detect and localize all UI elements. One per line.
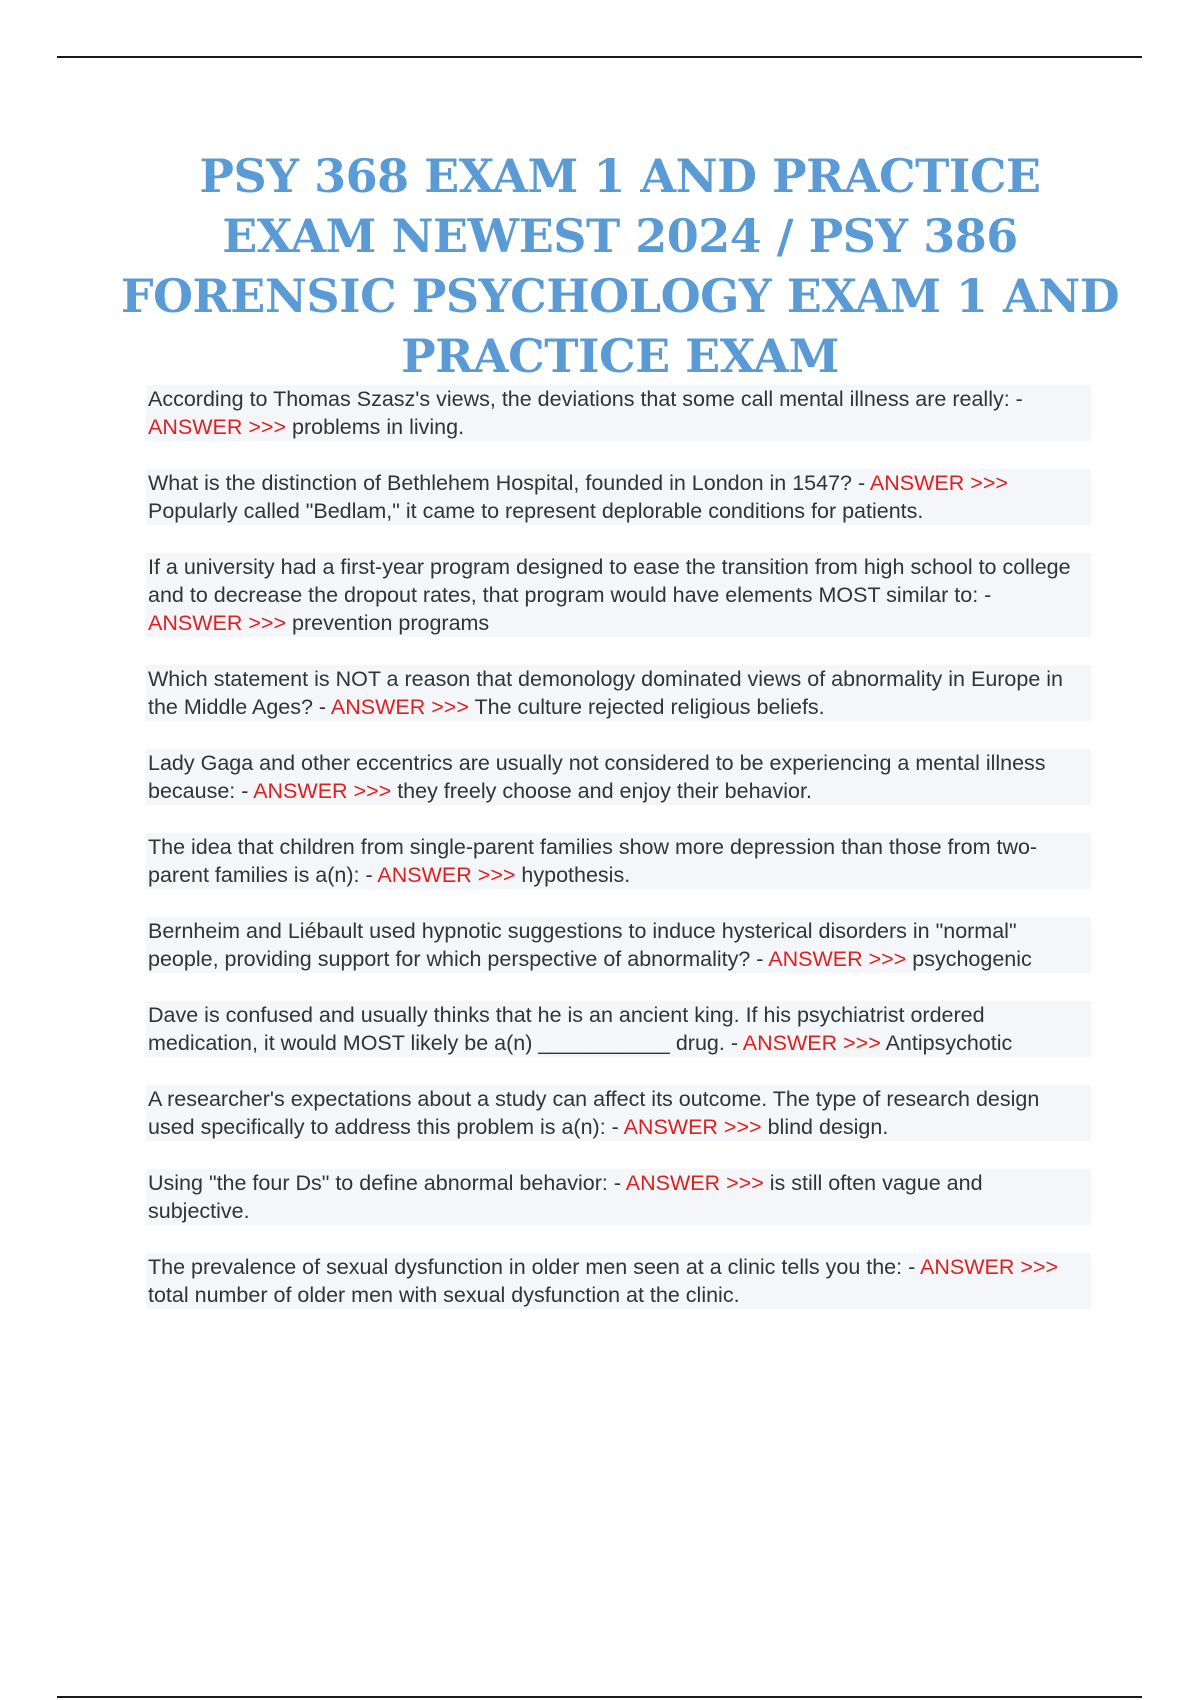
qa-list: [146, 385, 1091, 1337]
question-text: The idea that children from single-parent families show more depression than those from two-parent families is a(n): -: [148, 835, 1038, 887]
question-text: Bernheim and Liébault used hypnotic suggestions to induce hysterical disorders in "normal" people, providing support for which perspective of abnormality? -: [148, 919, 1017, 971]
answer-marker: ANSWER >>>: [920, 1255, 1059, 1279]
answer-text: total number of older men with sexual dysfunction at the clinic.: [148, 1283, 740, 1307]
answer-text: Popularly called "Bedlam," it came to represent deplorable conditions for patients.: [148, 499, 924, 523]
answer-marker: ANSWER >>>: [148, 611, 287, 635]
answer-text: is still often vague and subjective.: [148, 1171, 983, 1223]
answer-marker: ANSWER >>>: [623, 1115, 762, 1139]
answer-marker: ANSWER >>>: [330, 695, 469, 719]
answer-text: problems in living.: [292, 415, 465, 439]
qa-item: [146, 553, 1091, 637]
qa-item: [146, 385, 1091, 441]
answer-marker: ANSWER >>>: [768, 947, 907, 971]
answer-marker: ANSWER >>>: [253, 779, 392, 803]
answer-text: The culture rejected religious beliefs.: [474, 695, 825, 719]
answer-marker: ANSWER >>>: [742, 1031, 881, 1055]
answer-text: blind design.: [767, 1115, 889, 1139]
answer-marker: ANSWER >>>: [377, 863, 516, 887]
question-text: Which statement is NOT a reason that demonology dominated views of abnormality in Europe in the Middle Ages? -: [148, 667, 1064, 719]
answer-text: hypothesis.: [521, 863, 631, 887]
answer-marker: ANSWER >>>: [148, 415, 287, 439]
question-text: A researcher's expectations about a study can affect its outcome. The type of research design used specifically to address this problem is a(n): -: [148, 1087, 1040, 1139]
qa-item: [146, 1001, 1091, 1057]
answer-marker: ANSWER >>>: [625, 1171, 764, 1195]
question-text: Using "the four Ds" to define abnormal behavior: -: [148, 1171, 626, 1195]
top-rule: [57, 56, 1142, 58]
qa-item: [146, 917, 1091, 973]
qa-item: [146, 1085, 1091, 1141]
qa-item: [146, 665, 1091, 721]
answer-text: prevention programs: [292, 611, 490, 635]
qa-item: [146, 1253, 1091, 1309]
question-text: Dave is confused and usually thinks that he is an ancient king. If his psychiatrist ordered medication, it would MOST likely be a(n) ___________ drug. -: [148, 1003, 985, 1055]
qa-item: [146, 749, 1091, 805]
question-text: Lady Gaga and other eccentrics are usually not considered to be experiencing a mental illness because: -: [148, 751, 1046, 803]
qa-item: [146, 1169, 1091, 1225]
answer-text: Antipsychotic: [885, 1031, 1013, 1055]
answer-text: psychogenic: [912, 947, 1032, 971]
question-text: If a university had a first-year program designed to ease the transition from high school to college and to decrease the dropout rates, that program would have elements MOST similar to: -: [148, 555, 1071, 607]
answer-marker: ANSWER >>>: [869, 471, 1008, 495]
document-title: PSY 368 EXAM 1 AND PRACTICE EXAM NEWEST 2024 / PSY 386 FORENSIC PSYCHOLOGY EXAM 1 AND PRACTICE EXAM: [120, 149, 1120, 383]
question-text: According to Thomas Szasz's views, the deviations that some call mental illness are really: -: [148, 387, 1023, 411]
qa-item: [146, 469, 1091, 525]
bottom-rule: [57, 1696, 1142, 1698]
question-text: What is the distinction of Bethlehem Hospital, founded in London in 1547? -: [148, 471, 870, 495]
qa-item: [146, 833, 1091, 889]
question-text: The prevalence of sexual dysfunction in older men seen at a clinic tells you the: -: [148, 1255, 921, 1279]
answer-text: they freely choose and enjoy their behavior.: [397, 779, 812, 803]
